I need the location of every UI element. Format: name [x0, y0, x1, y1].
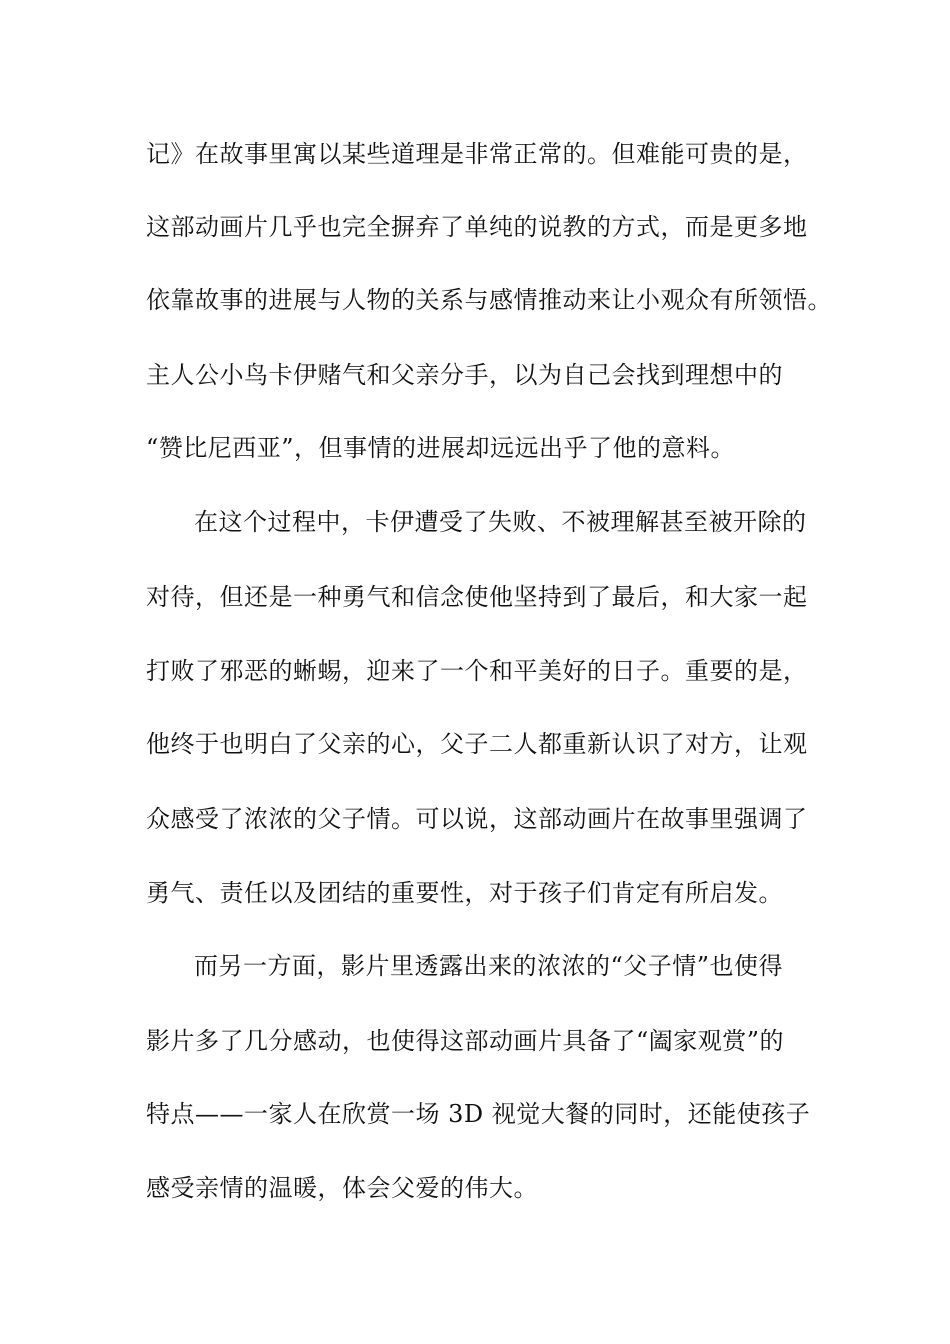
text-line: 对待，但还是一种勇气和信念使他坚持到了最后，和大家一起	[146, 583, 808, 611]
text-line: 感受亲情的温暖，体会父爱的伟大。	[146, 1174, 538, 1202]
text-line: “赞比尼西亚”，但事情的进展却远远出乎了他的意料。	[146, 434, 736, 462]
text-line: 主人公小鸟卡伊赌气和父亲分手，以为自己会找到理想中的	[146, 361, 783, 389]
text-line: 影片多了几分感动，也使得这部动画片具备了“阖家观赏”的	[146, 1027, 785, 1055]
paragraph-start-line: 而另一方面，影片里透露出来的浓浓的“父子情”也使得	[194, 952, 784, 980]
text-line: 这部动画片几乎也完全摒弃了单纯的说教的方式，而是更多地	[146, 213, 808, 241]
text-line: 众感受了浓浓的父子情。可以说，这部动画片在故事里强调了	[146, 805, 808, 833]
text-line: 特点——一家人在欣赏一场 3D 视觉大餐的同时，还能使孩子	[146, 1100, 811, 1128]
text-line: 打败了邪恶的蜥蜴，迎来了一个和平美好的日子。重要的是，	[146, 657, 808, 685]
text-line: 依靠故事的进展与人物的关系与感情推动来让小观众有所领悟。	[146, 286, 832, 314]
text-line: 他终于也明白了父亲的心，父子二人都重新认识了对方，让观	[146, 730, 808, 758]
text-line: 勇气、责任以及团结的重要性，对于孩子们肯定有所启发。	[146, 879, 783, 907]
text-line: 记》在故事里寓以某些道理是非常正常的。但难能可贵的是，	[146, 140, 808, 168]
paragraph-start-line: 在这个过程中，卡伊遭受了失败、不被理解甚至被开除的	[194, 508, 807, 536]
